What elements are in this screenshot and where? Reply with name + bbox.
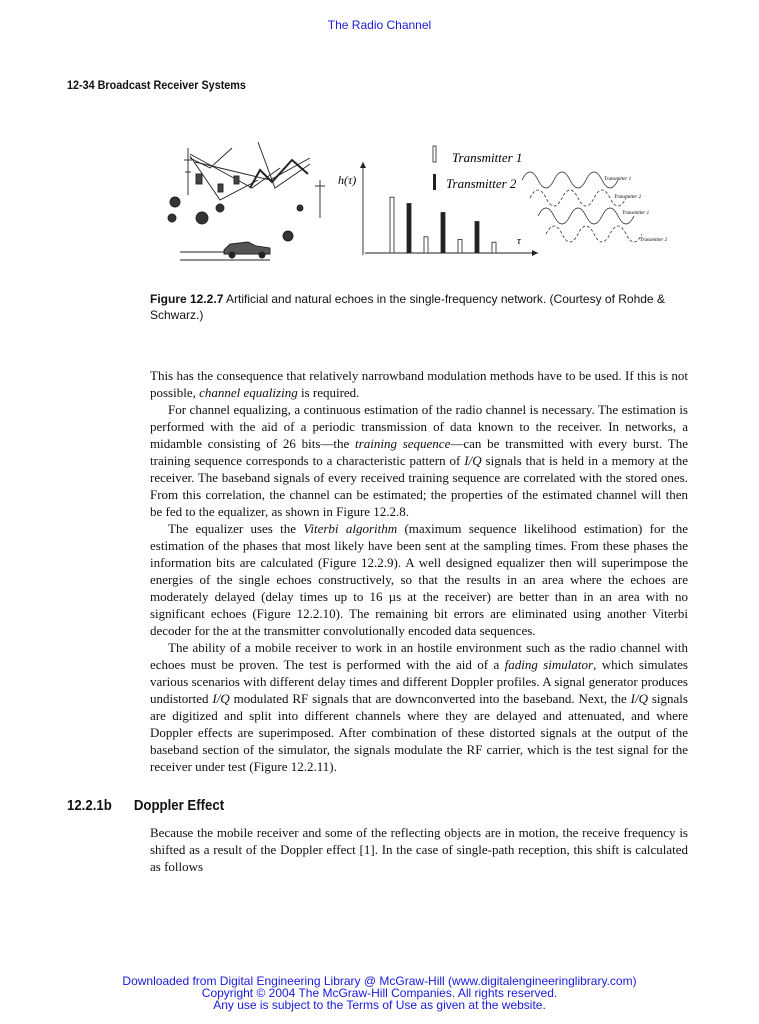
figure-12-2-7 <box>160 140 700 270</box>
wave-label-4: Transmitter 2 <box>640 238 668 243</box>
legend-transmitter-1: Transmitter 1 <box>452 150 523 165</box>
impulse-bar <box>441 213 445 254</box>
footer-line-1[interactable]: Downloaded from Digital Engineering Library @ McGraw-Hill (www.digitalengineeringlibrary.com) <box>122 974 637 988</box>
impulse-bar <box>424 237 428 253</box>
footer <box>0 975 759 1011</box>
legend-swatch-transmitter-2 <box>433 174 436 190</box>
impulse-bars <box>390 197 496 253</box>
body-text <box>150 367 688 775</box>
section-text <box>150 824 688 875</box>
legend <box>433 146 522 191</box>
caption-label: Figure 12.2.7 <box>150 292 224 306</box>
paragraph-2: For channel equalizing, a continuous estimation of the radio channel is necessary. The estimation is performed with the aid of a periodic transmission of data known to the receiver. In networks, a midamble consisting of 26 bits—the training sequence—can be transmitted with every burst. The training sequence corresponds to a characteristic pattern of I/Q signals that is held in a memory at the receiver. The baseband signals of every received training sequence are correlated with the stored ones. From this correlation, the channel can be estimated; the properties of the estimated channel will then be fed to the equalizer, as shown in Figure 12.2.8. <box>150 402 688 519</box>
scene-illustration <box>168 142 325 260</box>
paragraph-3: The equalizer uses the Viterbi algorithm (maximum sequence likelihood estimation) for the estimation of the phases that most likely have been sent at the sampling times. From these phases the information bits are calculated (Figure 12.2.9). A well designed equalizer then will superimpose the energies of the single echoes constructively, so that the results in an area where the echoes are moderately delayed (delay times up to 16 µs at the receiver) are better than in an area with no significant echoes (Figure 12.2.10). The remaining bit errors are eliminated using another Viterbi decoder for the at the transmitter convolutionally encoded data sequences. <box>150 521 688 638</box>
wave-label-2: Transmitter 2 <box>614 195 642 200</box>
footer-line-3[interactable]: Any use is subject to the Terms of Use as given at the website. <box>213 998 546 1012</box>
section-number: 12.2.1b <box>67 797 112 814</box>
section-title: Doppler Effect <box>133 797 225 814</box>
wave-label-1: Transmitter 1 <box>604 177 632 182</box>
impulse-bar <box>492 242 496 253</box>
impulse-bar <box>458 240 462 254</box>
wave-transmitter-2a <box>530 190 626 206</box>
wave-transmitter-1b <box>538 208 634 224</box>
paragraph-4: The ability of a mobile receiver to work in an hostile environment such as the radio channel with echoes must be proven. The test is performed with the aid of a fading simulator, which simulates various scenarios with different delay times and different Doppler profiles. A signal generator produces undistorted I/Q modulated RF signals that are downconverted into the baseband. Next, the I/Q signals are digitized and split into different channels where they are delayed and attenuated, and where Doppler effects are superimposed. After combination of these distorted signals at the output of the baseband section of the simulator, the signals modulate the RF carrier, which is the test signal for the receiver under test (Figure 12.2.11). <box>150 640 688 774</box>
section-paragraph-1: Because the mobile receiver and some of the reflecting objects are in motion, the receive frequency is shifted as a result of the Doppler effect [1]. In the case of single-path reception, this shift is calculated as follows <box>150 825 688 874</box>
impulse-label: h(τ) <box>338 173 357 187</box>
running-head: 12-34 Broadcast Receiver Systems <box>67 78 246 92</box>
tree-icon <box>170 197 180 207</box>
paragraph-1: This has the consequence that relatively narrowband modulation methods have to be used. If this is not possible, channel equalizing is required. <box>150 368 688 400</box>
header-link[interactable]: The Radio Channel <box>327 18 432 32</box>
impulse-bar <box>407 204 411 254</box>
legend-transmitter-2: Transmitter 2 <box>446 176 517 191</box>
figure-caption <box>150 291 690 323</box>
tree-icon <box>196 212 208 224</box>
legend-swatch-transmitter-1 <box>433 146 436 162</box>
wave-label-3: Transmitter 1 <box>622 211 650 216</box>
wave-transmitter-2b <box>546 226 642 242</box>
tau-label: τ <box>517 235 521 247</box>
impulse-bar <box>475 222 479 254</box>
section-heading <box>67 797 224 814</box>
wave-diagram <box>522 172 642 242</box>
caption-text: Artificial and natural echoes in the single-frequency network. (Courtesy of Rohde & Schwarz.) <box>150 292 665 322</box>
impulse-bar <box>390 197 394 253</box>
footer-line-2: Copyright © 2004 The McGraw-Hill Companies. All rights reserved. <box>201 986 558 1000</box>
